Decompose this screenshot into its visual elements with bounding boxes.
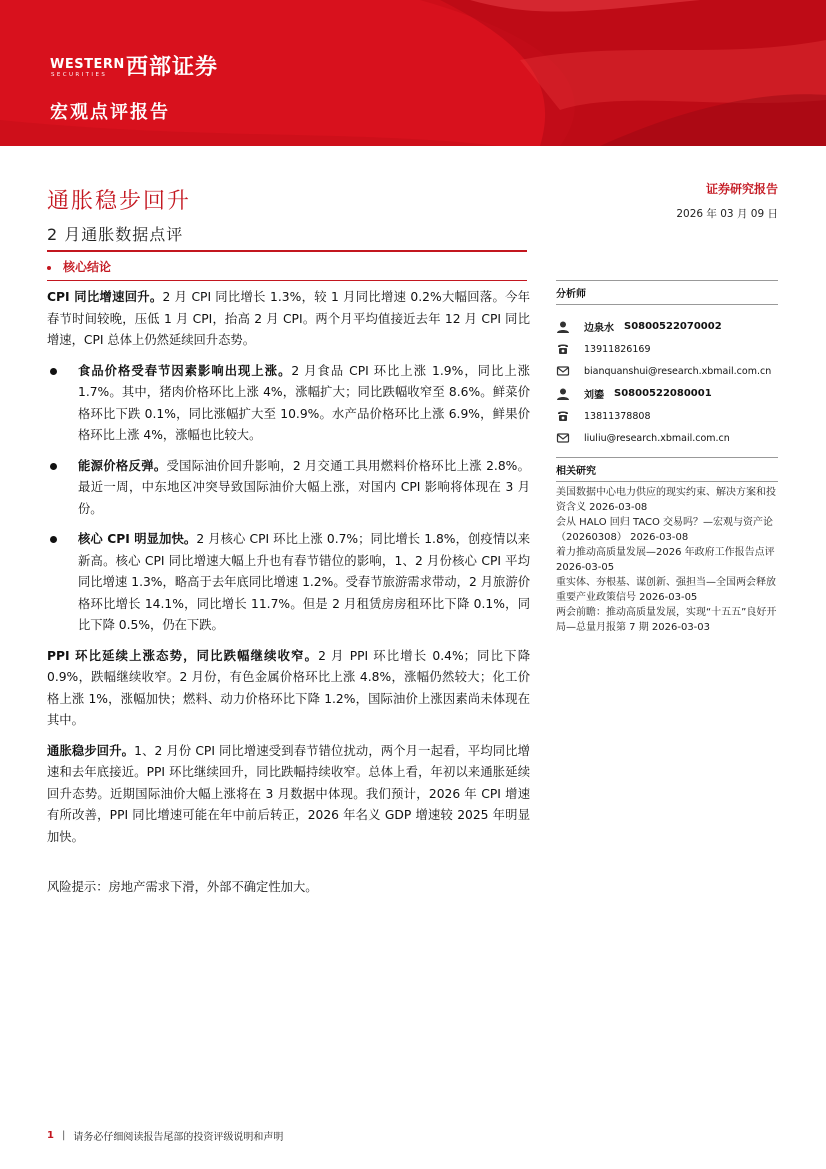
bullet-text: 受国际油价回升影响，2 月交通工具用燃料价格环比上涨 2.8%。最近一周，中东地区冲突导致国际油价大幅上涨，对国内 CPI 影响将体现在 3 月份。 bbox=[78, 458, 530, 516]
core-heading-label: 核心结论 bbox=[63, 260, 112, 274]
paragraph-lead: CPI 同比增速回升。 bbox=[47, 290, 163, 304]
analyst-row bbox=[556, 382, 778, 405]
analyst-row bbox=[556, 315, 778, 338]
paragraph-lead: PPI 环比延续上涨态势，同比跌幅继续收窄。 bbox=[47, 648, 319, 663]
analyst-code: S0800522070002 bbox=[624, 321, 722, 332]
bullet-lead: 食品价格受春节因素影响出现上涨。 bbox=[78, 363, 292, 378]
analyst-email[interactable] bbox=[556, 360, 778, 382]
analyst-code: S0800522080001 bbox=[614, 388, 712, 399]
analyst-name: 边泉水 bbox=[584, 323, 614, 334]
related-research bbox=[556, 457, 778, 635]
analyst-heading: 分析师 bbox=[556, 289, 586, 300]
paragraph-text: 2 月 CPI 同比增长 1.3%，较 1 月同比增速 0.2%大幅回落。今年春节时间较晚，压低 1 月 CPI，抬高 2 月 CPI。两个月平均值接近去年 12 月 CPI 同比增速，CPI 总体上仍然延续回升态势。 bbox=[47, 290, 530, 347]
bullet-energy bbox=[47, 456, 530, 521]
related-heading: 相关研究 bbox=[556, 466, 596, 477]
bullet-dot-icon bbox=[47, 266, 51, 270]
related-item[interactable]: 重实体、夯根基、谋创新、强担当—全国两会释放重要产业政策信号 2026-03-05 bbox=[556, 577, 776, 603]
main-content bbox=[47, 287, 530, 908]
email-address[interactable]: bianquanshui@research.xbmail.com.cn bbox=[584, 365, 772, 377]
bullet-core-cpi bbox=[47, 529, 530, 637]
paragraph-inflation bbox=[47, 741, 530, 849]
bullet-lead: 能源价格反弹。 bbox=[78, 458, 167, 473]
bullet-food bbox=[47, 361, 530, 447]
page-footer bbox=[47, 1128, 283, 1143]
report-category: 证券研究报告 bbox=[705, 182, 778, 196]
related-item[interactable]: 会从 HALO 回归 TACO 交易吗？—宏观与资产论（20260308） 2026-03-08 bbox=[556, 517, 774, 543]
paragraph-ppi bbox=[47, 646, 530, 732]
phone-number: 13911826169 bbox=[584, 343, 651, 355]
footer-notice: 请务必仔细阅读报告尾部的投资评级说明和声明 bbox=[73, 1132, 284, 1143]
report-title: 通胀稳步回升 bbox=[47, 189, 192, 214]
analyst-name: 刘鎏 bbox=[584, 390, 604, 401]
person-icon bbox=[556, 387, 570, 401]
title-divider bbox=[47, 250, 527, 252]
analyst-phone bbox=[556, 405, 778, 427]
paragraph-text: 2 月 PPI 环比增长 0.4%；同比下降 0.9%，跌幅继续收窄。2 月份，有色金属价格环比上涨 4.8%，涨幅仍然较大；化工价格上涨 1%，涨幅加快；燃料、动力价格环比下降 1.2%，国际油价上涨因素尚未体现在其中。 bbox=[47, 648, 530, 727]
header-banner bbox=[0, 0, 826, 146]
page-number: 1 bbox=[47, 1130, 54, 1141]
sidebar bbox=[556, 280, 778, 635]
logo-cn: 西部证券 bbox=[126, 55, 219, 80]
paragraph-cpi bbox=[47, 287, 530, 352]
email-icon bbox=[556, 431, 570, 445]
related-item[interactable]: 着力推动高质量发展—2026 年政府工作报告点评 2026-03-05 bbox=[556, 547, 775, 573]
report-type: 宏观点评报告 bbox=[50, 102, 170, 123]
phone-icon bbox=[556, 409, 570, 423]
bullet-dot-icon bbox=[50, 463, 57, 470]
phone-number: 13811378808 bbox=[584, 410, 651, 422]
logo-mark bbox=[50, 51, 124, 81]
analyst-phone bbox=[556, 338, 778, 360]
bullet-dot-icon bbox=[50, 536, 57, 543]
logo-en-bottom: SECURITIES bbox=[51, 71, 108, 78]
paragraph-text: 1、2 月份 CPI 同比增速受到春节错位扰动，两个月一起看，平均同比增速和去年底接近。PPI 环比继续回升，同比跌幅持续收窄。总体上看，年初以来通胀延续回升态势。近期国际油价大幅上涨将在 3 月数据中体现。我们预计，2026 年 CPI 增速有所改善，PPI 同比增速可能在年中前后转正，2026 年名义 GDP 增速较 2025 年明显加快。 bbox=[47, 743, 530, 844]
bullet-dot-icon bbox=[50, 368, 57, 375]
company-logo bbox=[50, 50, 218, 81]
email-address[interactable]: liuliu@research.xbmail.com.cn bbox=[584, 432, 730, 444]
paragraph-lead: 通胀稳步回升。 bbox=[47, 743, 135, 758]
phone-icon bbox=[556, 342, 570, 356]
report-date: 2026 年 03 月 09 日 bbox=[676, 208, 778, 220]
risk-note: 风险提示：房地产需求下滑，外部不确定性加大。 bbox=[47, 880, 318, 894]
related-item[interactable]: 美国数据中心电力供应的现实约束、解决方案和投资含义 2026-03-08 bbox=[556, 487, 776, 513]
person-icon bbox=[556, 320, 570, 334]
bullet-text: 2 月核心 CPI 环比上涨 0.7%；同比增长 1.8%，创疫情以来新高。核心 CPI 同比增速大幅上升也有春节错位的影响，1、2 月份核心 CPI 平均同比增速 1.3%，略高于去年底同比增速 1.2%。受春节旅游需求带动，2 月旅游价格环比增长 14.1%，同比增长 11.7%。但是 2 月租赁房房租环比下降 0.1%，同比下降 0.5%，仍在下跌。 bbox=[78, 532, 530, 632]
analyst-email[interactable] bbox=[556, 427, 778, 449]
footer-separator: | bbox=[61, 1130, 66, 1141]
core-conclusion-heading bbox=[47, 258, 111, 275]
core-divider bbox=[47, 280, 527, 281]
bullet-text: 2 月食品 CPI 环比上涨 1.9%，同比上涨 1.7%。其中，猪肉价格环比上涨 4%，涨幅扩大；同比跌幅收窄至 8.6%。鲜菜价格环比下跌 0.1%，同比涨幅扩大至 10.9%。水产品价格环比上涨 6.9%，鲜果价格环比上涨 4%，涨幅也比较大。 bbox=[78, 363, 530, 442]
logo-en-top: WESTERN bbox=[50, 56, 125, 72]
email-icon bbox=[556, 364, 570, 378]
report-subtitle: 2 月通胀数据点评 bbox=[47, 225, 184, 244]
related-item[interactable]: 两会前瞻：推动高质量发展，实现“十五五”良好开局—总量月报第 7 期 2026-03-03 bbox=[556, 607, 777, 633]
bullet-lead: 核心 CPI 明显加快。 bbox=[78, 532, 197, 546]
